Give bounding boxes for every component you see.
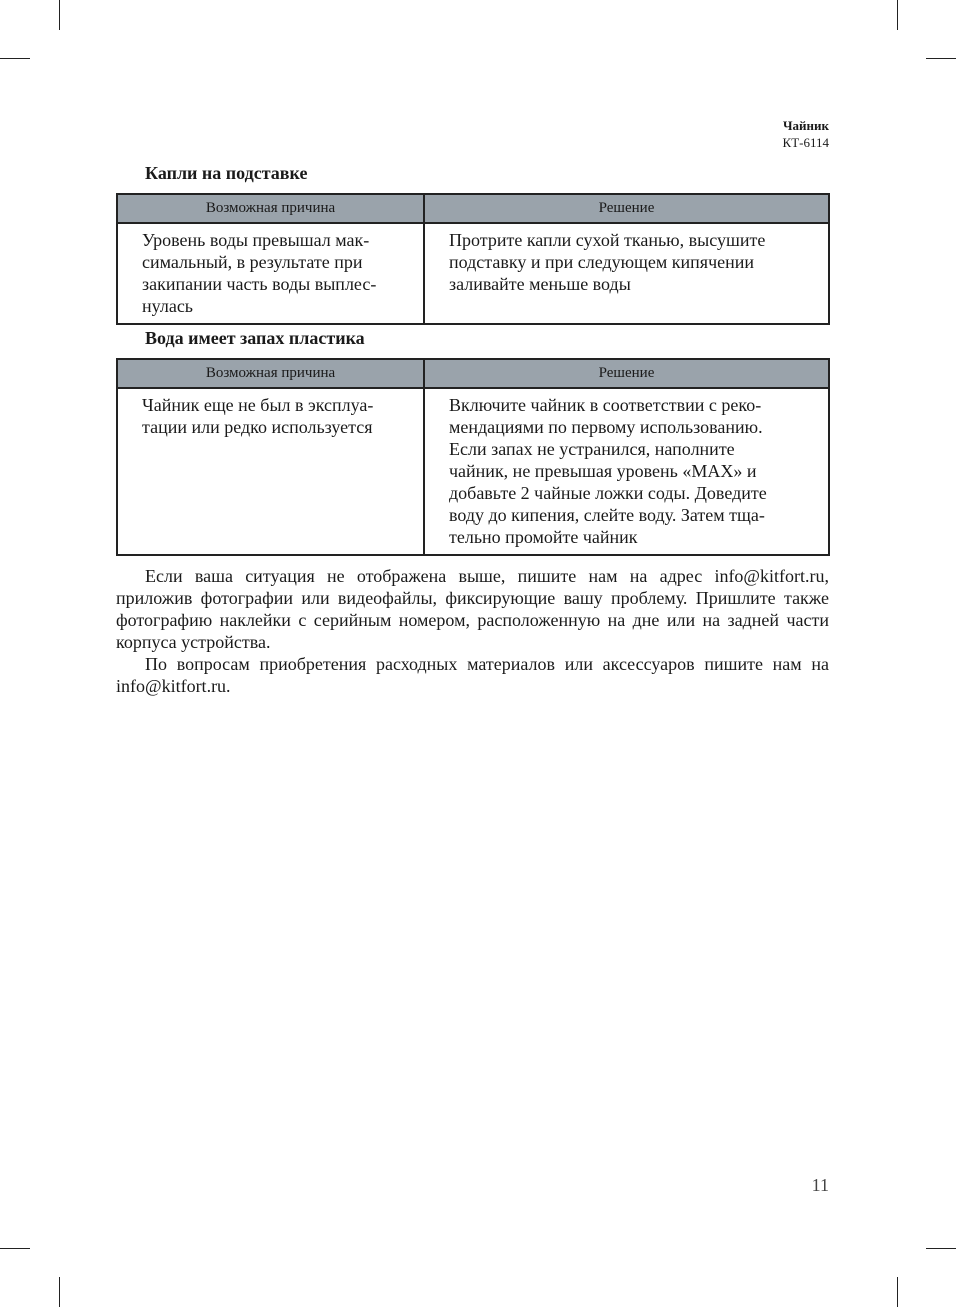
- section-title: Капли на подставке: [145, 163, 308, 183]
- crop-mark: [59, 1277, 60, 1307]
- cause-cell: Уровень воды превышал мак- симальный, в результате при закипании часть воды выплес- нулась: [117, 223, 424, 324]
- paragraph: Если ваша ситуация не отображена выше, пишите нам на адрес info@kitfort.ru, приложив фотографии или видеофайлы, фиксирующие вашу проблему. Пришлите также фотографию наклейки с серийным номером, расположенную на дне или на задней части корпуса устройства.: [116, 566, 829, 652]
- column-header-cause: Возможная причина: [117, 359, 424, 388]
- column-header-cause: Возможная причина: [117, 194, 424, 223]
- troubleshooting-table: [116, 358, 830, 556]
- solution-cell: Включите чайник в соответствии с реко- мендациями по первому использованию. Если запах не устранился, наполните чайник, не превышая уровень «MAX» и добавьте 2 чайные ложки соды. Доведите воду до кипения, слейте воду. Затем тща- тельно промойте чайник: [424, 388, 829, 555]
- cause-cell: Чайник еще не был в эксплуа- тации или редко используется: [117, 388, 424, 555]
- crop-mark: [897, 0, 898, 30]
- crop-mark: [59, 0, 60, 30]
- table-header-row: [117, 194, 829, 223]
- solution-cell: Протрите капли сухой тканью, высушите подставку и при следующем кипячении заливайте меньше воды: [424, 223, 829, 324]
- crop-mark: [0, 58, 30, 59]
- model-number: КТ-6114: [782, 135, 829, 150]
- table-row: [117, 223, 829, 324]
- crop-mark: [926, 1248, 956, 1249]
- crop-mark: [897, 1277, 898, 1307]
- paragraph: По вопросам приобретения расходных материалов или аксессуаров пишите нам на info@kitfort.ru.: [116, 654, 829, 696]
- contact-text: [116, 565, 829, 697]
- column-header-solution: Решение: [424, 359, 829, 388]
- running-header: [783, 117, 829, 151]
- column-header-solution: Решение: [424, 194, 829, 223]
- table-row: [117, 388, 829, 555]
- crop-mark: [0, 1248, 30, 1249]
- section-title: Вода имеет запах пластика: [145, 328, 365, 348]
- table-header-row: [117, 359, 829, 388]
- troubleshooting-table: [116, 193, 830, 325]
- page-number: 11: [811, 1175, 829, 1195]
- crop-mark: [926, 58, 956, 59]
- product-name: Чайник: [782, 118, 829, 133]
